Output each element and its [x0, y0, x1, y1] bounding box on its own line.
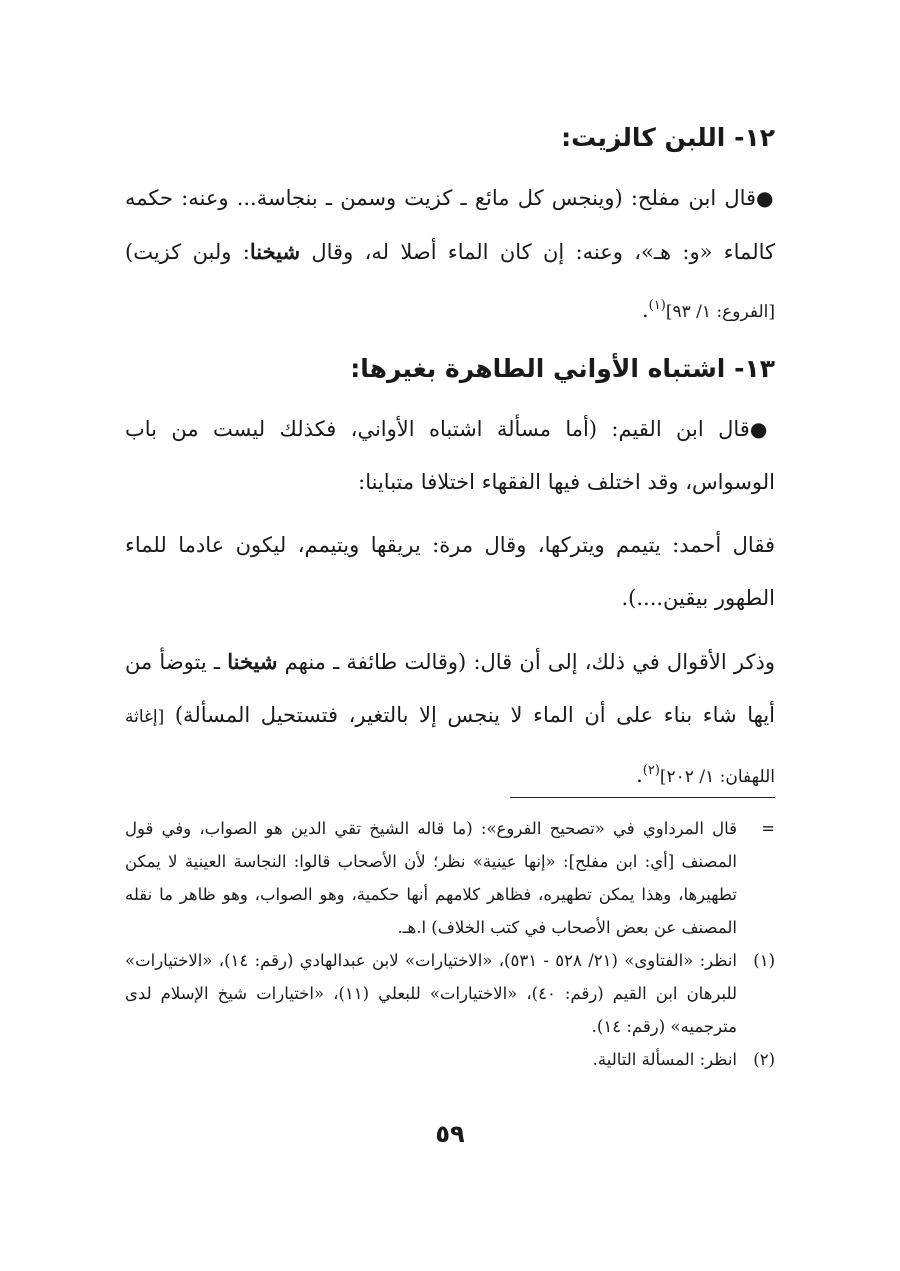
main-text	[125, 110, 775, 814]
section-13-paragraph-3	[125, 635, 775, 804]
page-number: ٥٩	[435, 1120, 465, 1148]
footnote-number: (٢)	[753, 1050, 775, 1069]
source-reference: [إغاثة اللهفان: ١/ ٢٠٢]	[125, 707, 775, 787]
footnote-marker: (١)	[648, 298, 666, 313]
footnote-2	[125, 1043, 775, 1076]
section-12-paragraph	[125, 172, 775, 339]
para-text: فقال أحمد: يتيمم ويتركها، وقال مرة: يريقها ويتيمم، ليكون عادما للماء الطهور بيقين....).	[125, 533, 775, 610]
footnote-1	[125, 944, 775, 1043]
para-text: وذكر الأقوال في ذلك، إلى أن قال: (وقالت طائفة ـ منهم	[277, 650, 775, 674]
bullet-icon: ●	[749, 417, 775, 441]
para-text: ـ يتوضأ من أيها شاء بناء على أن الماء لا ينجس إلا بالتغير، فتستحيل المسألة)	[125, 650, 775, 727]
emphasis-shaykh: شيخنا	[227, 649, 278, 674]
footnote-text: انظر: «الفتاوى» (٢١/ ٥٢٨ - ٥٣١)، «الاختيارات» لابن عبدالهادي (رقم: ١٤)، «الاختيارات» للبرهان ابن القيم (رقم: ٤٠)، «الاختيارات» للبعلي (١١)، «اختيارات شيخ الإسلام لدى مترجميه» (رقم: ١٤).	[125, 951, 737, 1036]
section-13-paragraph-2	[125, 519, 775, 625]
footnote-number: (١)	[753, 951, 775, 970]
footnotes	[125, 812, 775, 1076]
footnote-text: قال المرداوي في «تصحيح الفروع»: (ما قاله الشيخ تقي الدين هو الصواب، وفي قول المصنف [أي: ابن مفلح]: «إنها عينية» نظر؛ لأن الأصحاب قالوا: النجاسة العينية لا يمكن تطهيرها، وهذا يمكن تطهيره، فظاهر كلامهم أنها حكمية، وهو الصواب، وهو ظاهر ما نقله المصنف عن بعض الأصحاب في كتب الخلاف) ا.هـ.	[125, 819, 737, 937]
para-text: قال ابن مفلح: (وينجس كل مائع ـ كزيت وسمن ـ بنجاسة... وعنه: حكمه كالماء «و: هـ»، وعنه: إن كان الماء أصلا له، وقال	[125, 186, 775, 264]
para-end: .	[636, 763, 643, 787]
para-text: : ولبن كزيت)	[125, 240, 250, 264]
footnote-text: انظر: المسألة التالية.	[592, 1050, 737, 1069]
bullet-icon: ●	[756, 186, 775, 210]
footnote-continued	[125, 812, 775, 944]
section-13-paragraph-1	[125, 403, 775, 509]
para-text: قال ابن القيم: (أما مسألة اشتباه الأواني، فكذلك ليست من باب الوسواس، وقد اختلف فيها الفقهاء اختلافا متباينا:	[125, 417, 775, 494]
emphasis-shaykh: شيخنا	[249, 239, 301, 264]
para-end: .	[641, 298, 649, 322]
footnote-number: =	[761, 819, 775, 838]
footnote-divider	[510, 797, 775, 798]
section-13-heading: ١٣- اشتباه الأواني الطاهرة بغيرها:	[350, 354, 775, 383]
footnote-marker: (٢)	[642, 763, 660, 778]
section-12-heading: ١٢- اللبن كالزيت:	[561, 123, 775, 152]
source-reference: [الفروع: ١/ ٩٣]	[665, 302, 775, 322]
